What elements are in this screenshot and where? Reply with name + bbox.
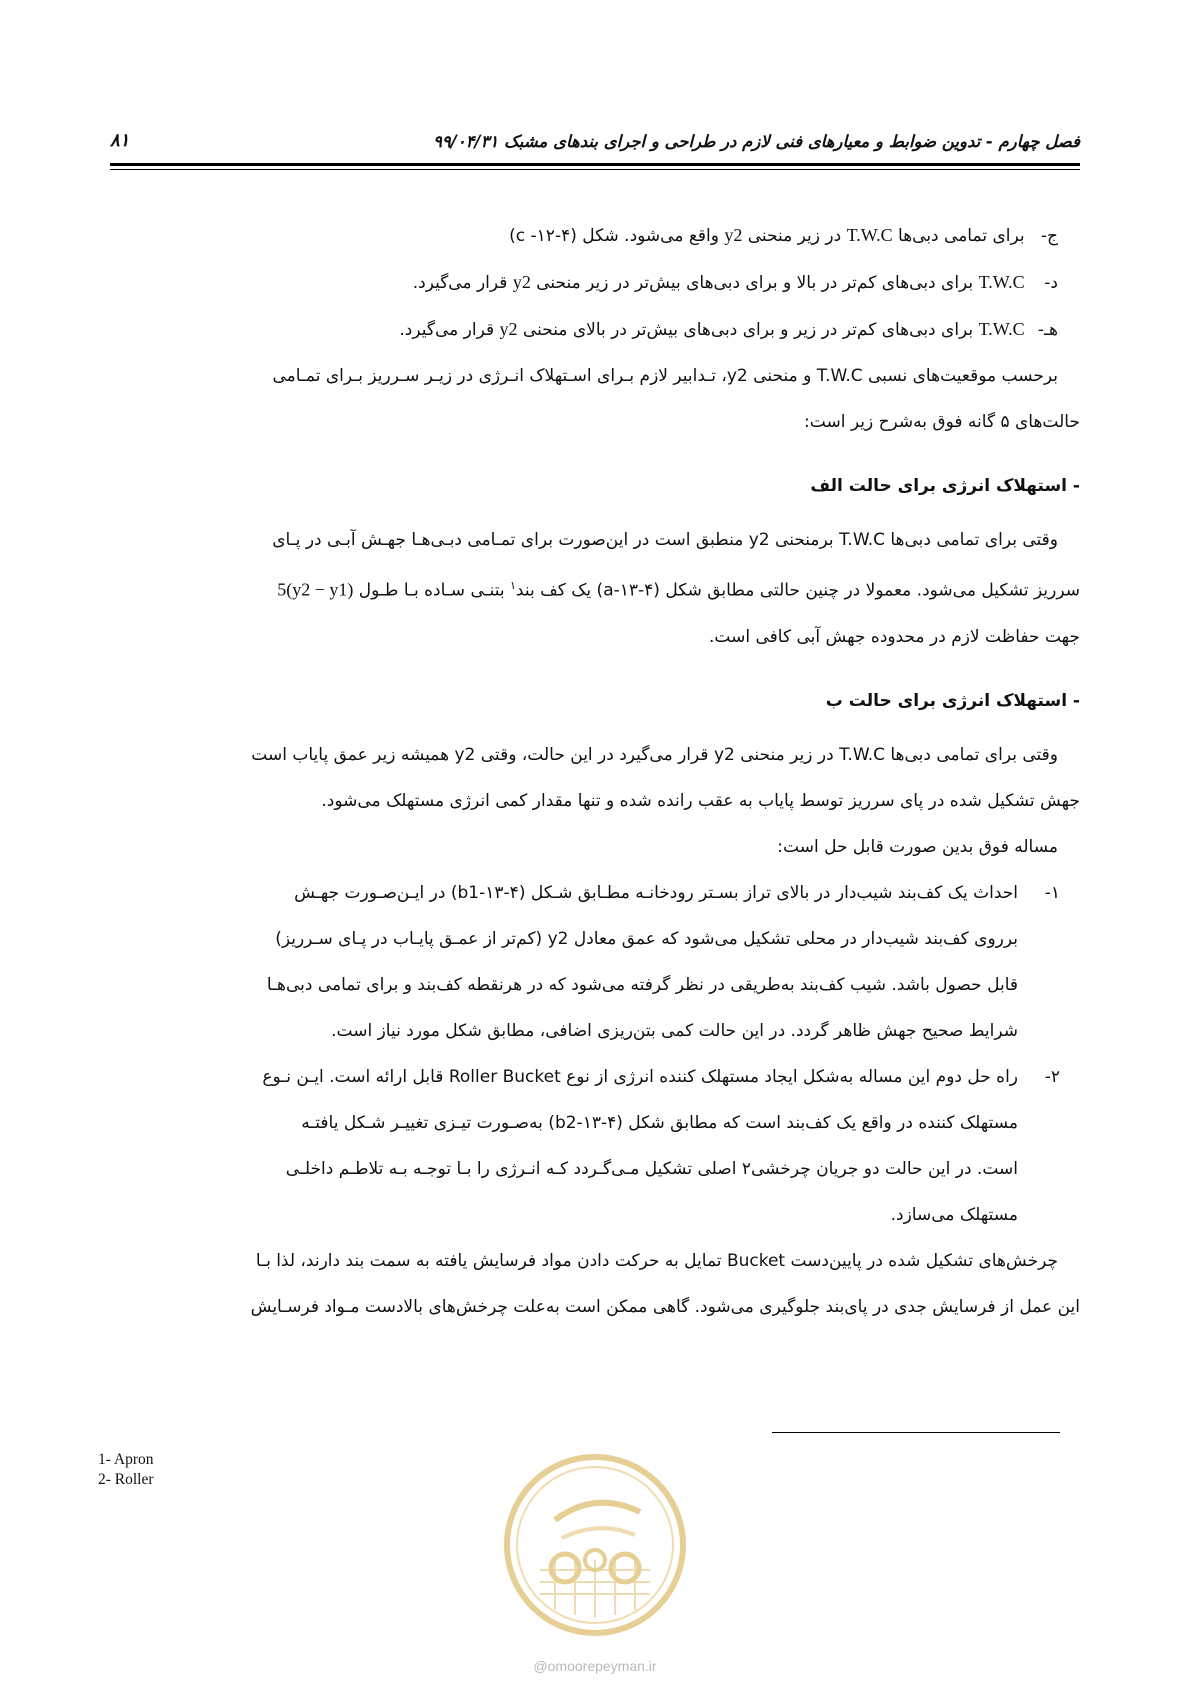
- footnote-ref-1: ۱: [509, 579, 516, 592]
- watermark-caption: @omoorepeyman.ir: [533, 1658, 657, 1674]
- summary-line-2: حالت‌های ۵ گانه فوق به‌شرح زیر است:: [804, 412, 1080, 432]
- footnote-2: 2- Roller: [98, 1471, 154, 1488]
- section-a-line-3: جهت حفاظت لازم در محدوده جهش آبی کافی است.: [709, 626, 1080, 647]
- header-rule-thick: [110, 163, 1080, 166]
- numbered-item-1: ۱- احداث یک کف‌بند شیب‌دار در بالای تراز بسـتر رودخانـه مطـابق شـکل (۴-۱۳-b1) در ایـن‌صـورت جهـش برروی کف‌بند شیب‌دار در محلی تشکیل می‌شود که عمق معادل y2 (کم‌تر از عمـق پایـاب در پـای سـرریز) قابل حصول باشد. شیب کف‌بند به‌طریقی در نظر گرفته می‌شود که در هرنقطه کف‌بند و برای تمامی دبی‌هـا شرایط صحیح جهش ظاهر گردد. در این حالت کمی بتن‌ریزی اضافی، مطابق شکل مورد نیاز است.: [266, 882, 1060, 1041]
- intro-item-e: هـ- T.W.C برای دبی‌های کم‌تر در زیر و برای دبی‌های بیش‌تر در بالای منحنی y2 قرار می‌گیرد.: [399, 319, 1058, 340]
- header-rule-thin: [110, 169, 1080, 170]
- footnotes: [98, 1450, 154, 1490]
- header-title: فصل چهارم - تدوین ضوابط و معیارهای فنی لازم در طراحی و اجرای بندهای مشبک ۹۹/۰۴/۳۱: [433, 132, 1080, 151]
- page-number: ۸۱: [110, 130, 130, 151]
- section-a-line-2: سرریز تشکیل می‌شود. معمولا در چنین حالتی مطابق شکل (۴-۱۳-a) یک کف بند$^۱$ بتنـی سـاده بـا طـول 5(y2 − y1): [277, 579, 1080, 601]
- section-b-heading: - استهلاک انرژی برای حالت ب: [825, 690, 1080, 711]
- section-b-line-1: وقتی برای تمامی دبی‌ها T.W.C در زیر منحنی y2 قرار می‌گیرد در این حالت، وقتی y2 همیشه زیر عمق پایاب است: [251, 744, 1058, 765]
- closing-line-1: چرخش‌های تشکیل شده در پایین‌دست Bucket تمایل به حرکت دادن مواد فرسایش یافته به سمت بند دارند، لذا بـا: [255, 1250, 1058, 1271]
- closing-line-2: این عمل از فرسایش جدی در پای‌بند جلوگیری می‌شود. گاهی ممکن است به‌علت چرخش‌های بالادست مـواد فرسـایش: [250, 1296, 1080, 1317]
- body-text: [110, 212, 1080, 1330]
- summary-line-1: برحسب موقعیت‌های نسبی T.W.C و منحنی y2، تـدابیر لازم بـرای اسـتهلاک انـرژی در زیـر سـرریز بـرای تمـامی: [272, 366, 1058, 386]
- numbered-item-2: ۲- راه حل دوم این مساله به‌شکل ایجاد مستهلک کننده انرژی از نوع Roller Bucket قابل ارائه است. ایـن نـوع مستهلک کننده در واقع یک کف‌بند است که مطابق شکل (۴-۱۳-b2) به‌صـورت تیـزی تغییـر شـکل یافتـه است. در این حالت دو جریان چرخشی۲ اصلی تشکیل مـی‌گـردد کـه انـرژی را بـا توجـه بـه تلاطـم داخلـی مستهلک می‌سازد.: [262, 1066, 1060, 1225]
- page-header: [110, 128, 1080, 158]
- footnote-1: 1- Apron: [98, 1451, 154, 1468]
- section-b-line-2: جهش تشکیل شده در پای سرریز توسط پایاب به عقب رانده شده و تنها مقدار کمی انرژی مستهلک می‌شود.: [321, 790, 1080, 811]
- intro-item-c: ج- برای تمامی دبی‌ها T.W.C در زیر منحنی y2 واقع می‌شود. شکل (۴-۱۲- c): [509, 225, 1058, 246]
- formula: 5(y2 − y1): [277, 579, 354, 600]
- footnote-rule: [772, 1432, 1060, 1433]
- intro-item-d: د- T.W.C برای دبی‌های کم‌تر در بالا و برای دبی‌های بیش‌تر در زیر منحنی y2 قرار می‌گیرد.: [412, 272, 1058, 293]
- section-b-line-3: مساله فوق بدین صورت قابل حل است:: [777, 836, 1058, 857]
- section-a-line-1: وقتی برای تمامی دبی‌ها T.W.C برمنحنی y2 منطبق است در این‌صورت برای تمـامی دبـی‌هـا جهـش آبـی در پـای: [272, 530, 1058, 550]
- watermark-logo: [500, 1450, 690, 1640]
- section-a-heading: - استهلاک انرژی برای حالت الف: [810, 476, 1080, 496]
